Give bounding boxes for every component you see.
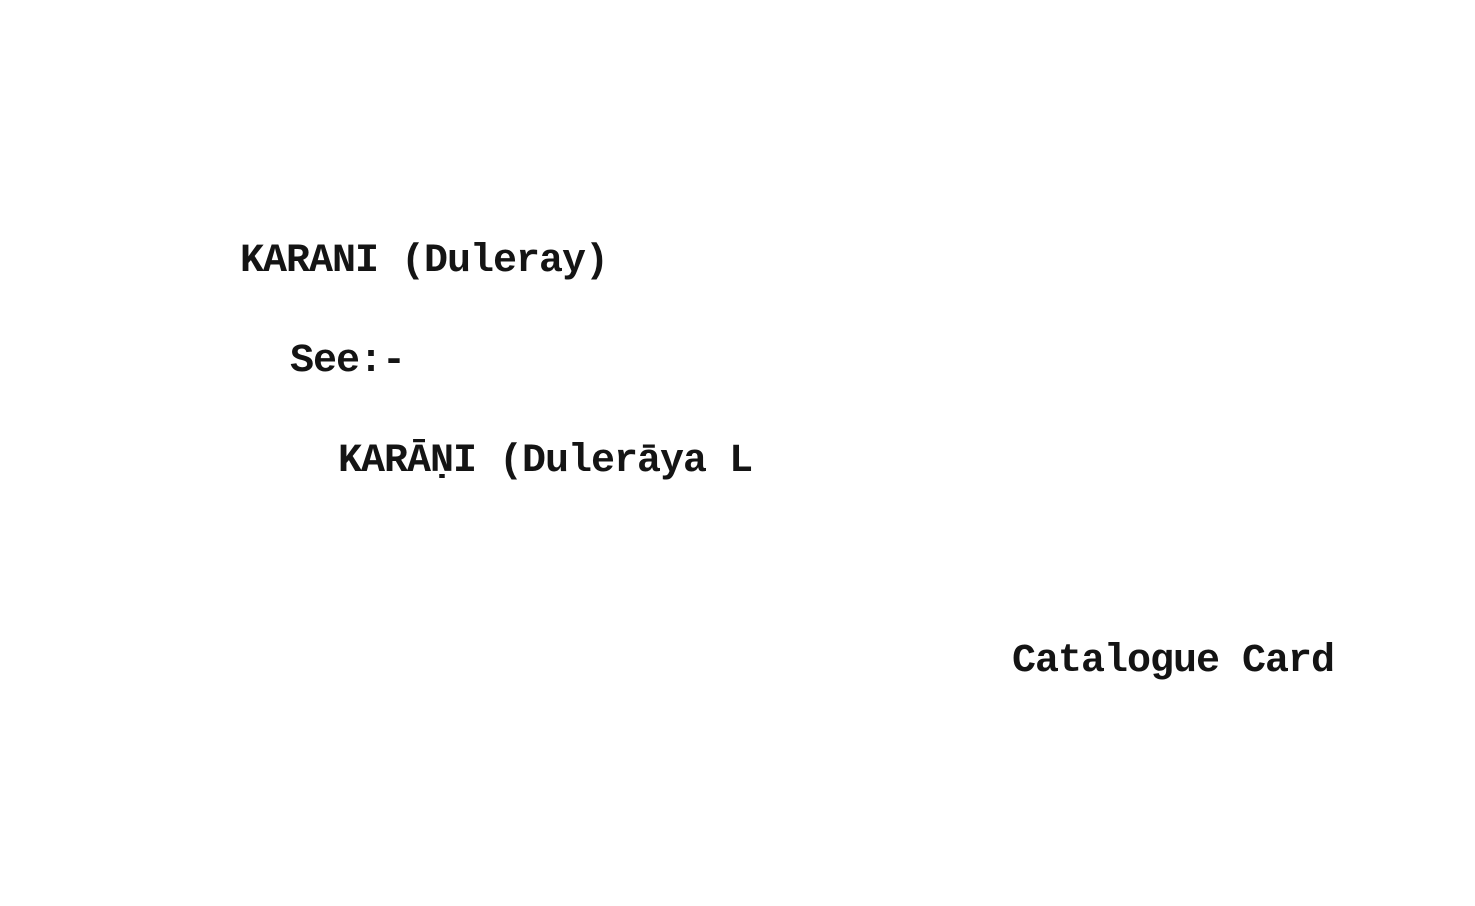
cross-reference: KARĀṆI (Dulerāya L — [338, 439, 753, 484]
card-heading: KARANI (Duleray) — [240, 239, 609, 284]
see-label: See:- — [290, 339, 406, 384]
card-footer-label: Catalogue Card — [1012, 639, 1335, 684]
